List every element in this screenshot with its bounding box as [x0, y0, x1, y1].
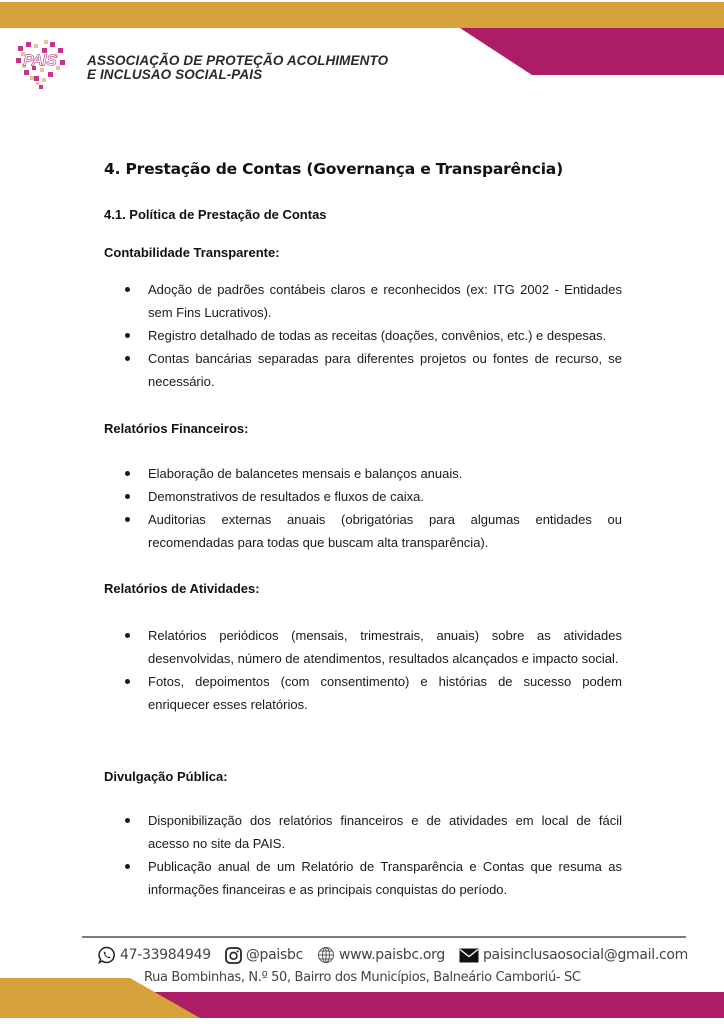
list-item: Elaboração de balancetes mensais e balanços anuais. — [104, 462, 622, 485]
footer-website[interactable]: www.paisbc.org — [317, 946, 445, 964]
whatsapp-icon — [98, 946, 116, 964]
list-relatorios-financeiros — [104, 462, 622, 554]
footer-instagram[interactable]: @paisbc — [225, 947, 303, 964]
list-item: Relatórios periódicos (mensais, trimestrais, anuais) sobre as atividades desenvolvidas, número de atendimentos, resultados alcançados e impacto social. — [104, 624, 622, 670]
footer-phone[interactable]: 47-33984949 — [98, 946, 211, 964]
heading-relatorios-financeiros: Relatórios Financeiros: — [104, 421, 249, 436]
bullet-icon — [125, 633, 130, 638]
list-item: Adoção de padrões contábeis claros e reconhecidos (ex: ITG 2002 - Entidades sem Fins Lucrativos). — [104, 278, 622, 324]
header-gold-band — [0, 2, 724, 28]
heading-divulgacao-publica: Divulgação Pública: — [104, 769, 228, 784]
list-item: Contas bancárias separadas para diferentes projetos ou fontes de recurso, se necessário. — [104, 347, 622, 393]
list-item: Demonstrativos de resultados e fluxos de caixa. — [104, 485, 622, 508]
heading-contabilidade-transparente: Contabilidade Transparente: — [104, 245, 280, 260]
bullet-icon — [125, 333, 130, 338]
list-divulgacao-publica — [104, 809, 622, 901]
bullet-icon — [125, 471, 130, 476]
bullet-icon — [125, 818, 130, 823]
org-name-line-2: E INCLUSAO SOCIAL-PAIS — [87, 67, 263, 82]
list-item: Fotos, depoimentos (com consentimento) e histórias de sucesso podem enriquecer esses relatórios. — [104, 670, 622, 716]
bullet-icon — [125, 864, 130, 869]
footer-color-bands — [0, 976, 724, 1020]
bullet-icon — [125, 494, 130, 499]
list-item: Registro detalhado de todas as receitas (doações, convênios, etc.) e despesas. — [104, 324, 622, 347]
list-contabilidade-transparente — [104, 278, 622, 393]
footer-address: Rua Bombinhas, N.º 50, Bairro dos Municípios, Balneário Camboriú- SC — [144, 970, 581, 985]
heading-relatorios-de-atividades: Relatórios de Atividades: — [104, 581, 260, 596]
footer-contacts — [98, 944, 688, 966]
list-item: Disponibilização dos relatórios financeiros e de atividades em local de fácil acesso no site da PAIS. — [104, 809, 622, 855]
bullet-icon — [125, 356, 130, 361]
mail-icon — [459, 948, 479, 963]
pais-logo — [12, 36, 68, 94]
bullet-icon — [125, 679, 130, 684]
footer-email[interactable]: paisinclusaosocial@gmail.com — [459, 947, 688, 963]
bullet-icon — [125, 517, 130, 522]
bullet-icon — [125, 287, 130, 292]
instagram-icon — [225, 947, 242, 964]
org-name-line-1: ASSOCIAÇÃO DE PROTEÇÃO ACOLHIMENTO — [87, 53, 389, 68]
section-title: 4. Prestação de Contas (Governança e Transparência) — [104, 160, 563, 178]
list-relatorios-de-atividades — [104, 624, 622, 716]
organization-name — [87, 54, 388, 82]
footer-divider — [82, 936, 686, 938]
list-item: Publicação anual de um Relatório de Transparência e Contas que resuma as informações financeiras e as principais conquistas do período. — [104, 855, 622, 901]
list-item: Auditorias externas anuais (obrigatórias para algumas entidades ou recomendadas para todas que buscam alta transparência). — [104, 508, 622, 554]
globe-icon — [317, 946, 335, 964]
subsection-title: 4.1. Política de Prestação de Contas — [104, 207, 327, 222]
logo-text: PAIS — [23, 52, 57, 69]
